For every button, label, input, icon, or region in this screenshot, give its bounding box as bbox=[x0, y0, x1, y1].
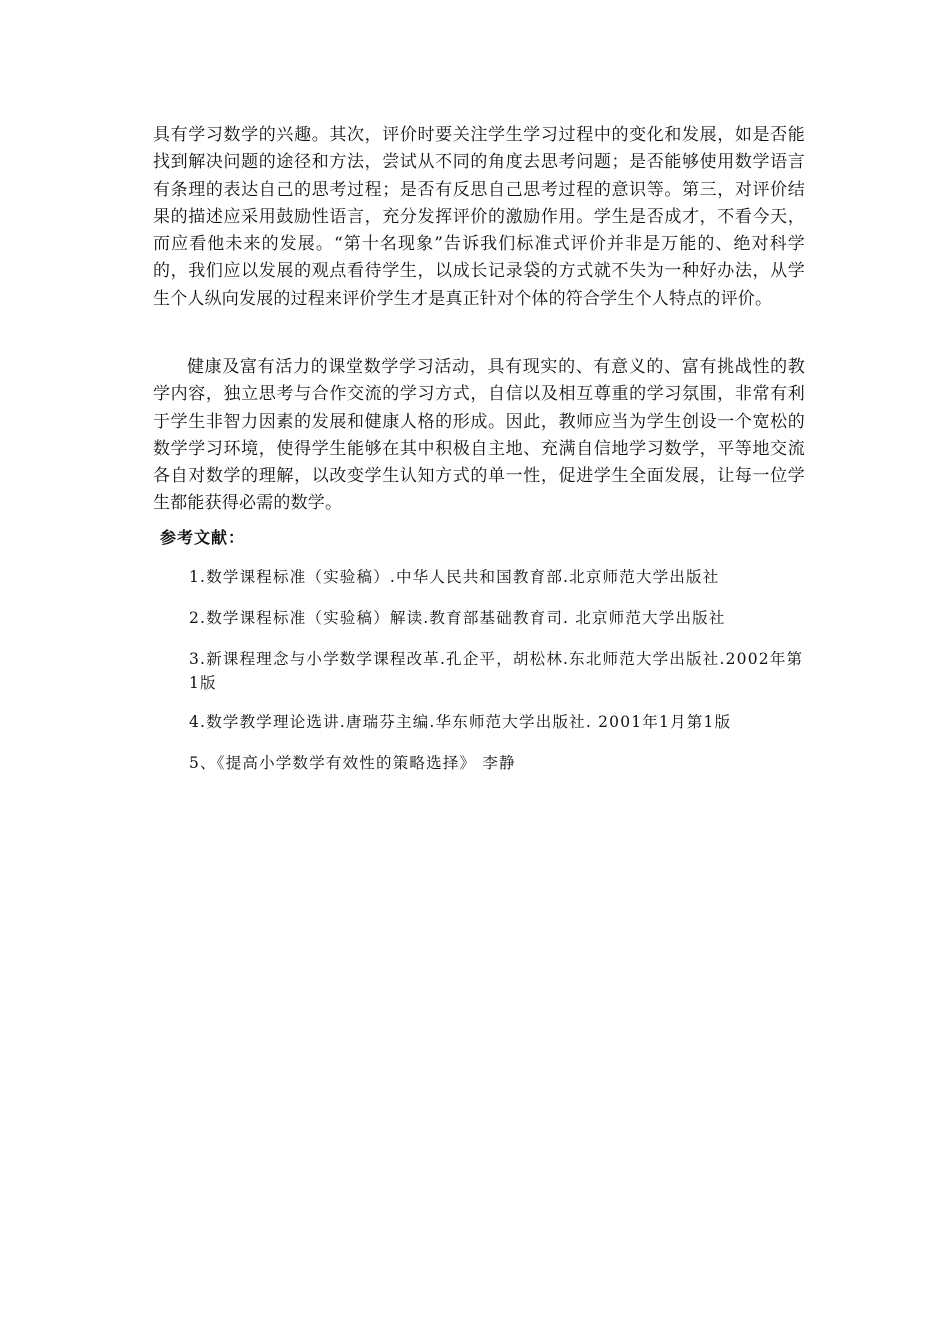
references-list bbox=[189, 565, 804, 792]
reference-item-4: 4.数学教学理论选讲.唐瑞芬主编.华东师范大学出版社. 2001年1月第1版 bbox=[189, 713, 732, 731]
reference-item-2: 2.数学课程标准（实验稿）解读.教育部基础教育司. 北京师范大学出版社 bbox=[189, 609, 726, 627]
reference-item-1: 1.数学课程标准（实验稿）.中华人民共和国教育部.北京师范大学出版社 bbox=[189, 568, 720, 586]
reference-item-5: 5、《提高小学数学有效性的策略选择》 李静 bbox=[189, 754, 516, 772]
body-paragraph-2: 健康及富有活力的课堂数学学习活动，具有现实的、有意义的、富有挑战性的教学内容，独立思考与合作交流的学习方式，自信以及相互尊重的学习氛围，非常有利于学生非智力因素的发展和健康人格的形成。因此，教师应当为学生创设一个宽松的数学学习环境，使得学生能够在其中积极自主地、充满自信地学习数学，平等地交流各自对数学的理解，以改变学生认知方式的单一性，促进学生全面发展，让每一位学生都能获得必需的数学。 bbox=[153, 357, 805, 514]
reference-item-3: 3.新课程理念与小学数学课程改革.孔企平，胡松林.东北师范大学出版社.2002年第1版 bbox=[189, 650, 804, 692]
references-heading: 参考文献： bbox=[160, 528, 246, 547]
body-paragraph-1: 具有学习数学的兴趣。其次，评价时要关注学生学习过程中的变化和发展，如是否能找到解决问题的途径和方法，尝试从不同的角度去思考问题；是否能够使用数学语言有条理的表达自己的思考过程；是否有反思自己思考过程的意识等。第三，对评价结果的描述应采用鼓励性语言，充分发挥评价的激励作用。学生是否成才，不看今天，而应看他未来的发展。“第十名现象”告诉我们标准式评价并非是万能的、绝对科学的，我们应以发展的观点看待学生，以成长记录袋的方式就不失为一种好办法，从学生个人纵向发展的过程来评价学生才是真正针对个体的符合学生个人特点的评价。 bbox=[153, 125, 805, 309]
